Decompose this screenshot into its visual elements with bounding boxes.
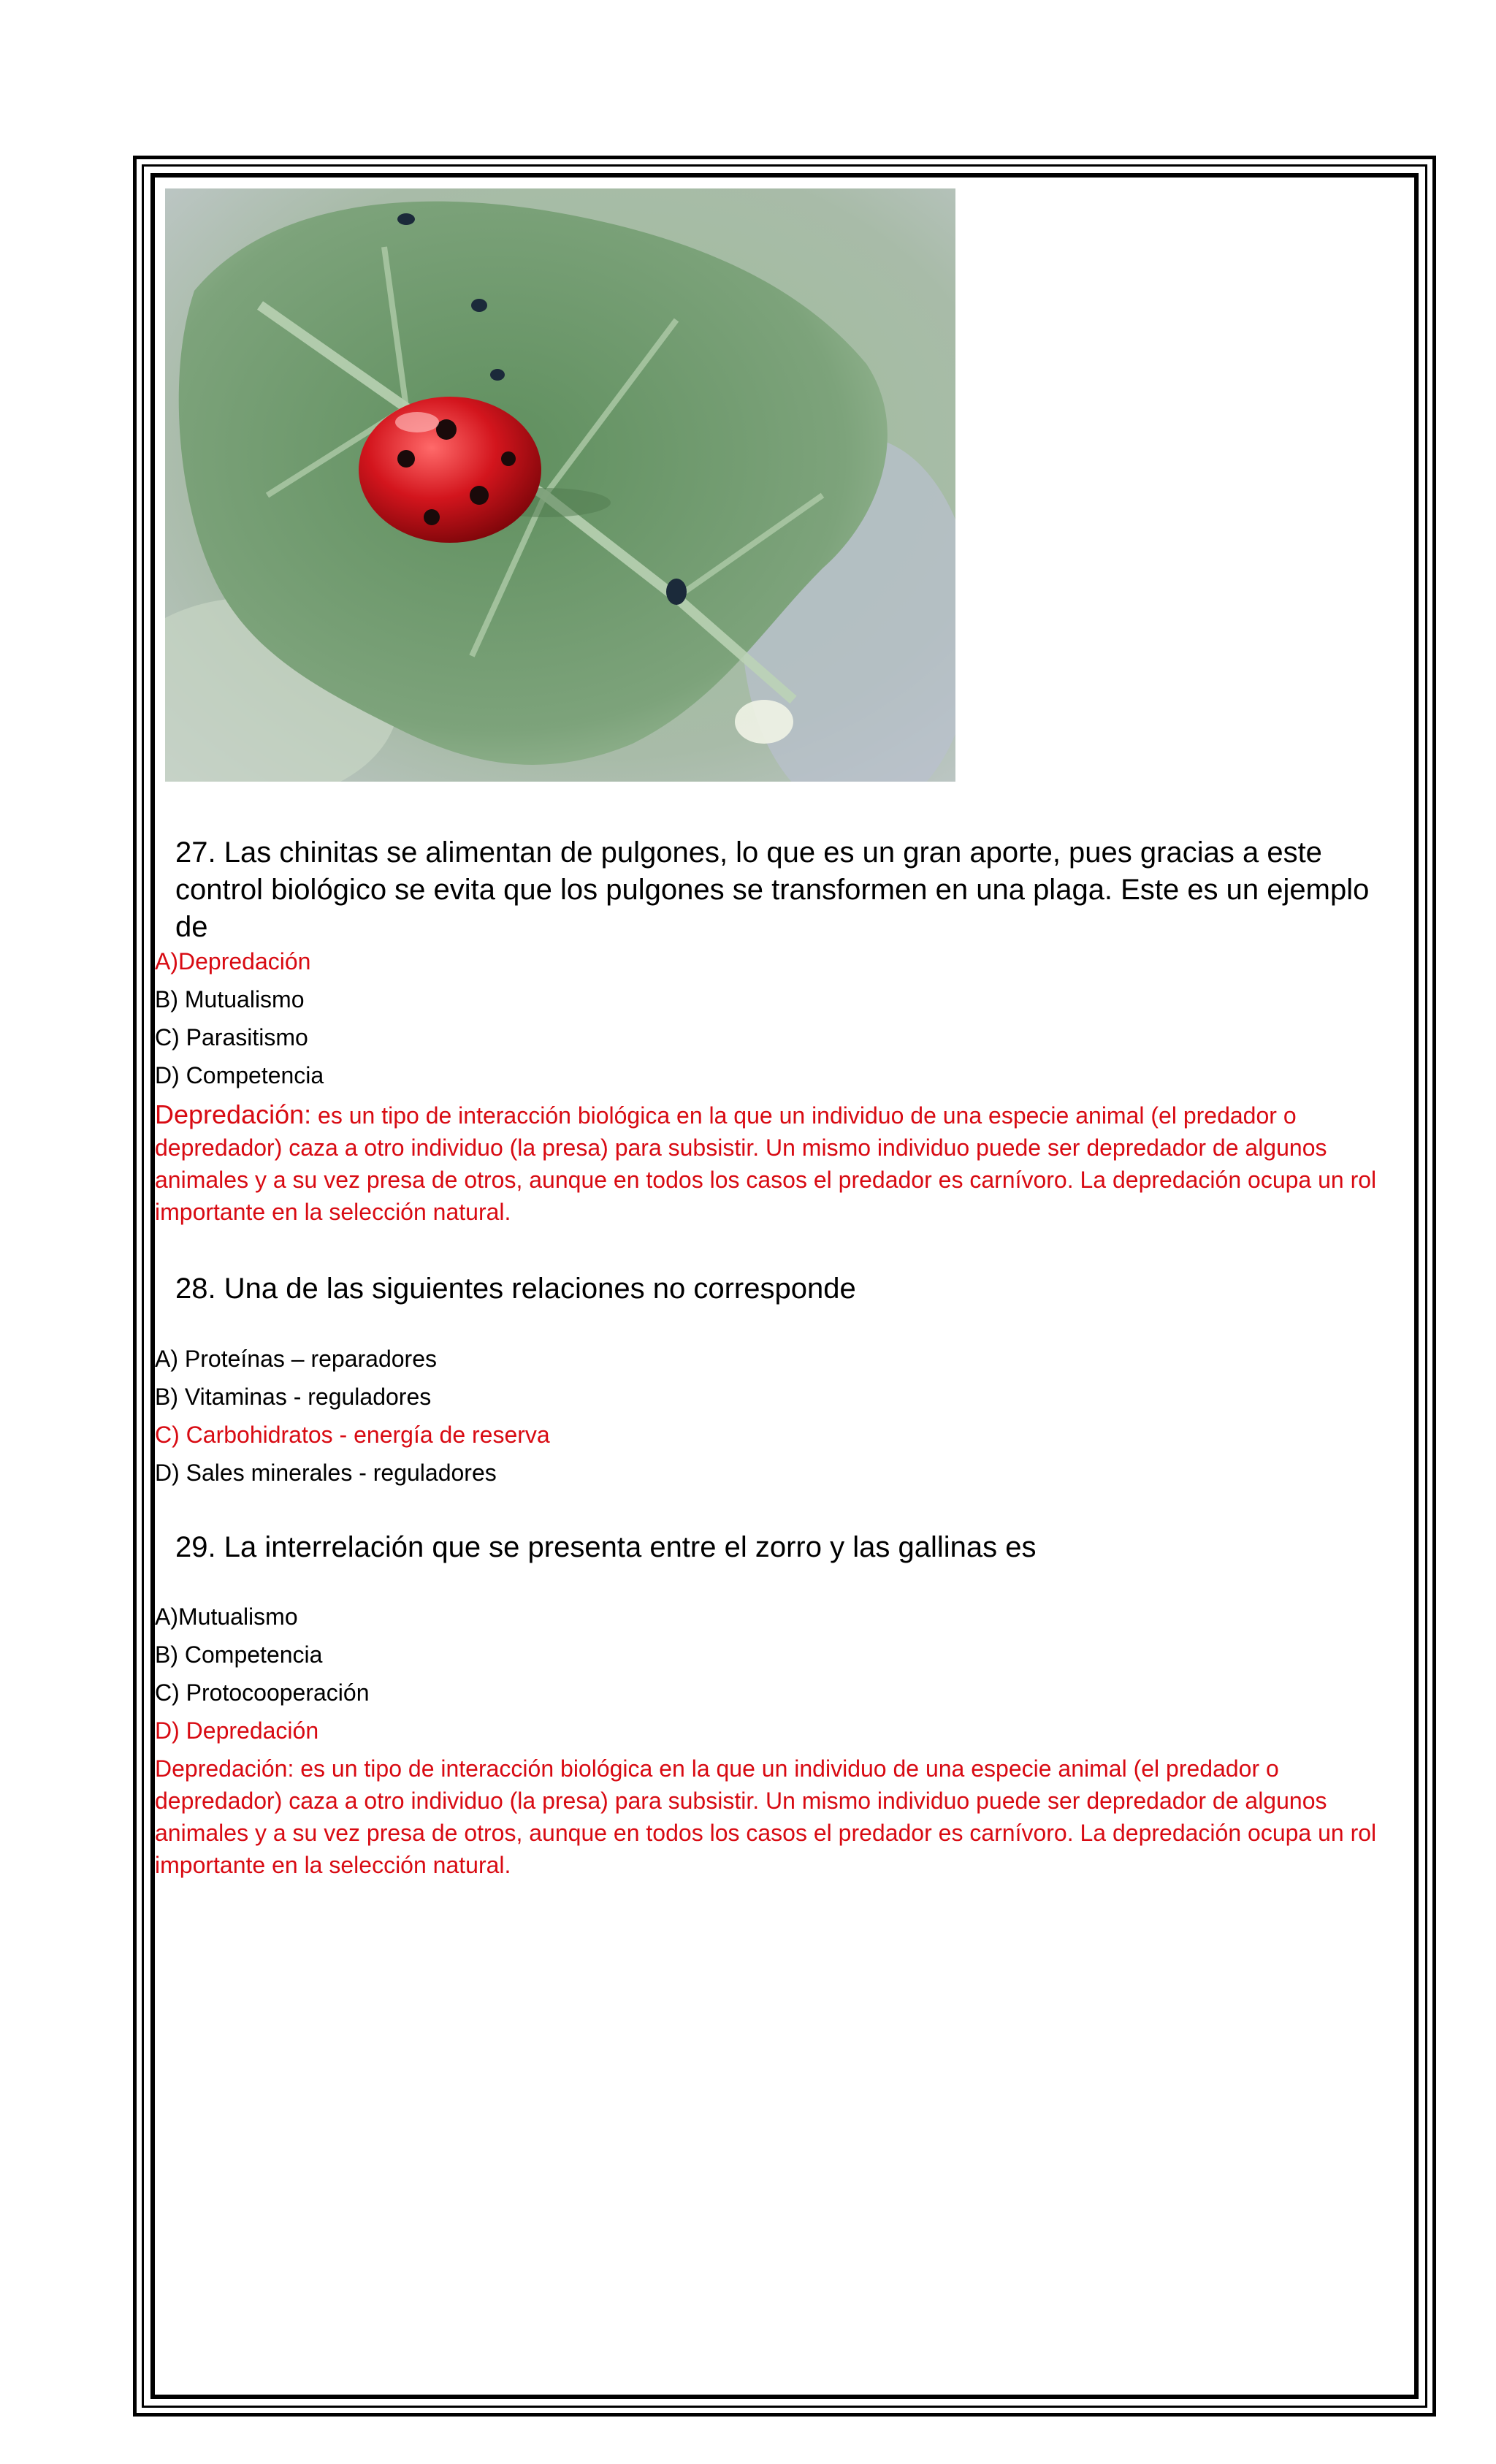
- question-28: 28. Una de las siguientes relaciones no corresponde: [175, 1273, 856, 1305]
- q28-option-c: C) Carbohidratos - energía de reserva: [155, 1422, 550, 1448]
- q27-option-c: C) Parasitismo: [155, 1024, 308, 1050]
- question-27: 27. Las chinitas se alimentan de pulgones, lo que es un gran aporte, pues gracias a este control biológico se evita que los pulgones se transformen en una plaga. Este es un ejemplo de: [175, 836, 1370, 943]
- q27-option-d: D) Competencia: [155, 1062, 324, 1088]
- q27-explanation-text: es un tipo de interacción biológica en la que un individuo de una especie animal (el predador o depredador) caza a otro individuo (la presa) para subsistir. Un mismo individuo puede ser depredador de algunos animales y a su vez presa de otros, aunque en todos los casos el predador es carnívoro. La depredación ocupa un rol importante en la selección natural.: [155, 1102, 1377, 1225]
- q27-option-b: B) Mutualismo: [155, 986, 305, 1012]
- q28-option-a: A) Proteínas – reparadores: [155, 1346, 437, 1372]
- q29-option-b: B) Competencia: [155, 1641, 323, 1668]
- q29-option-c: C) Protocooperación: [155, 1679, 370, 1706]
- q29-option-d: D) Depredación: [155, 1717, 319, 1744]
- q29-explanation-text: es un tipo de interacción biológica en la que un individuo de una especie animal (el predador o depredador) caza a otro individuo (la presa) para subsistir. Un mismo individuo puede ser depredador de algunos animales y a su vez presa de otros, aunque en todos los casos el predador es carnívoro. La depredación ocupa un rol importante en la selección natural.: [155, 1755, 1377, 1878]
- q29-explanation-term: Depredación:: [155, 1755, 294, 1782]
- ladybug: [359, 397, 541, 543]
- q29-option-a: A)Mutualismo: [155, 1603, 298, 1630]
- ladybug-photo: [165, 188, 955, 782]
- q27-explanation-term: Depredación:: [155, 1099, 312, 1129]
- q29-explanation: [155, 1752, 1404, 1881]
- q28-option-b: B) Vitaminas - reguladores: [155, 1384, 432, 1410]
- q28-option-d: D) Sales minerales - reguladores: [155, 1460, 497, 1486]
- q27-option-a: A)Depredación: [155, 948, 311, 974]
- q27-explanation: [155, 1099, 1404, 1228]
- question-29: 29. La interrelación que se presenta entre el zorro y las gallinas es: [175, 1531, 1037, 1563]
